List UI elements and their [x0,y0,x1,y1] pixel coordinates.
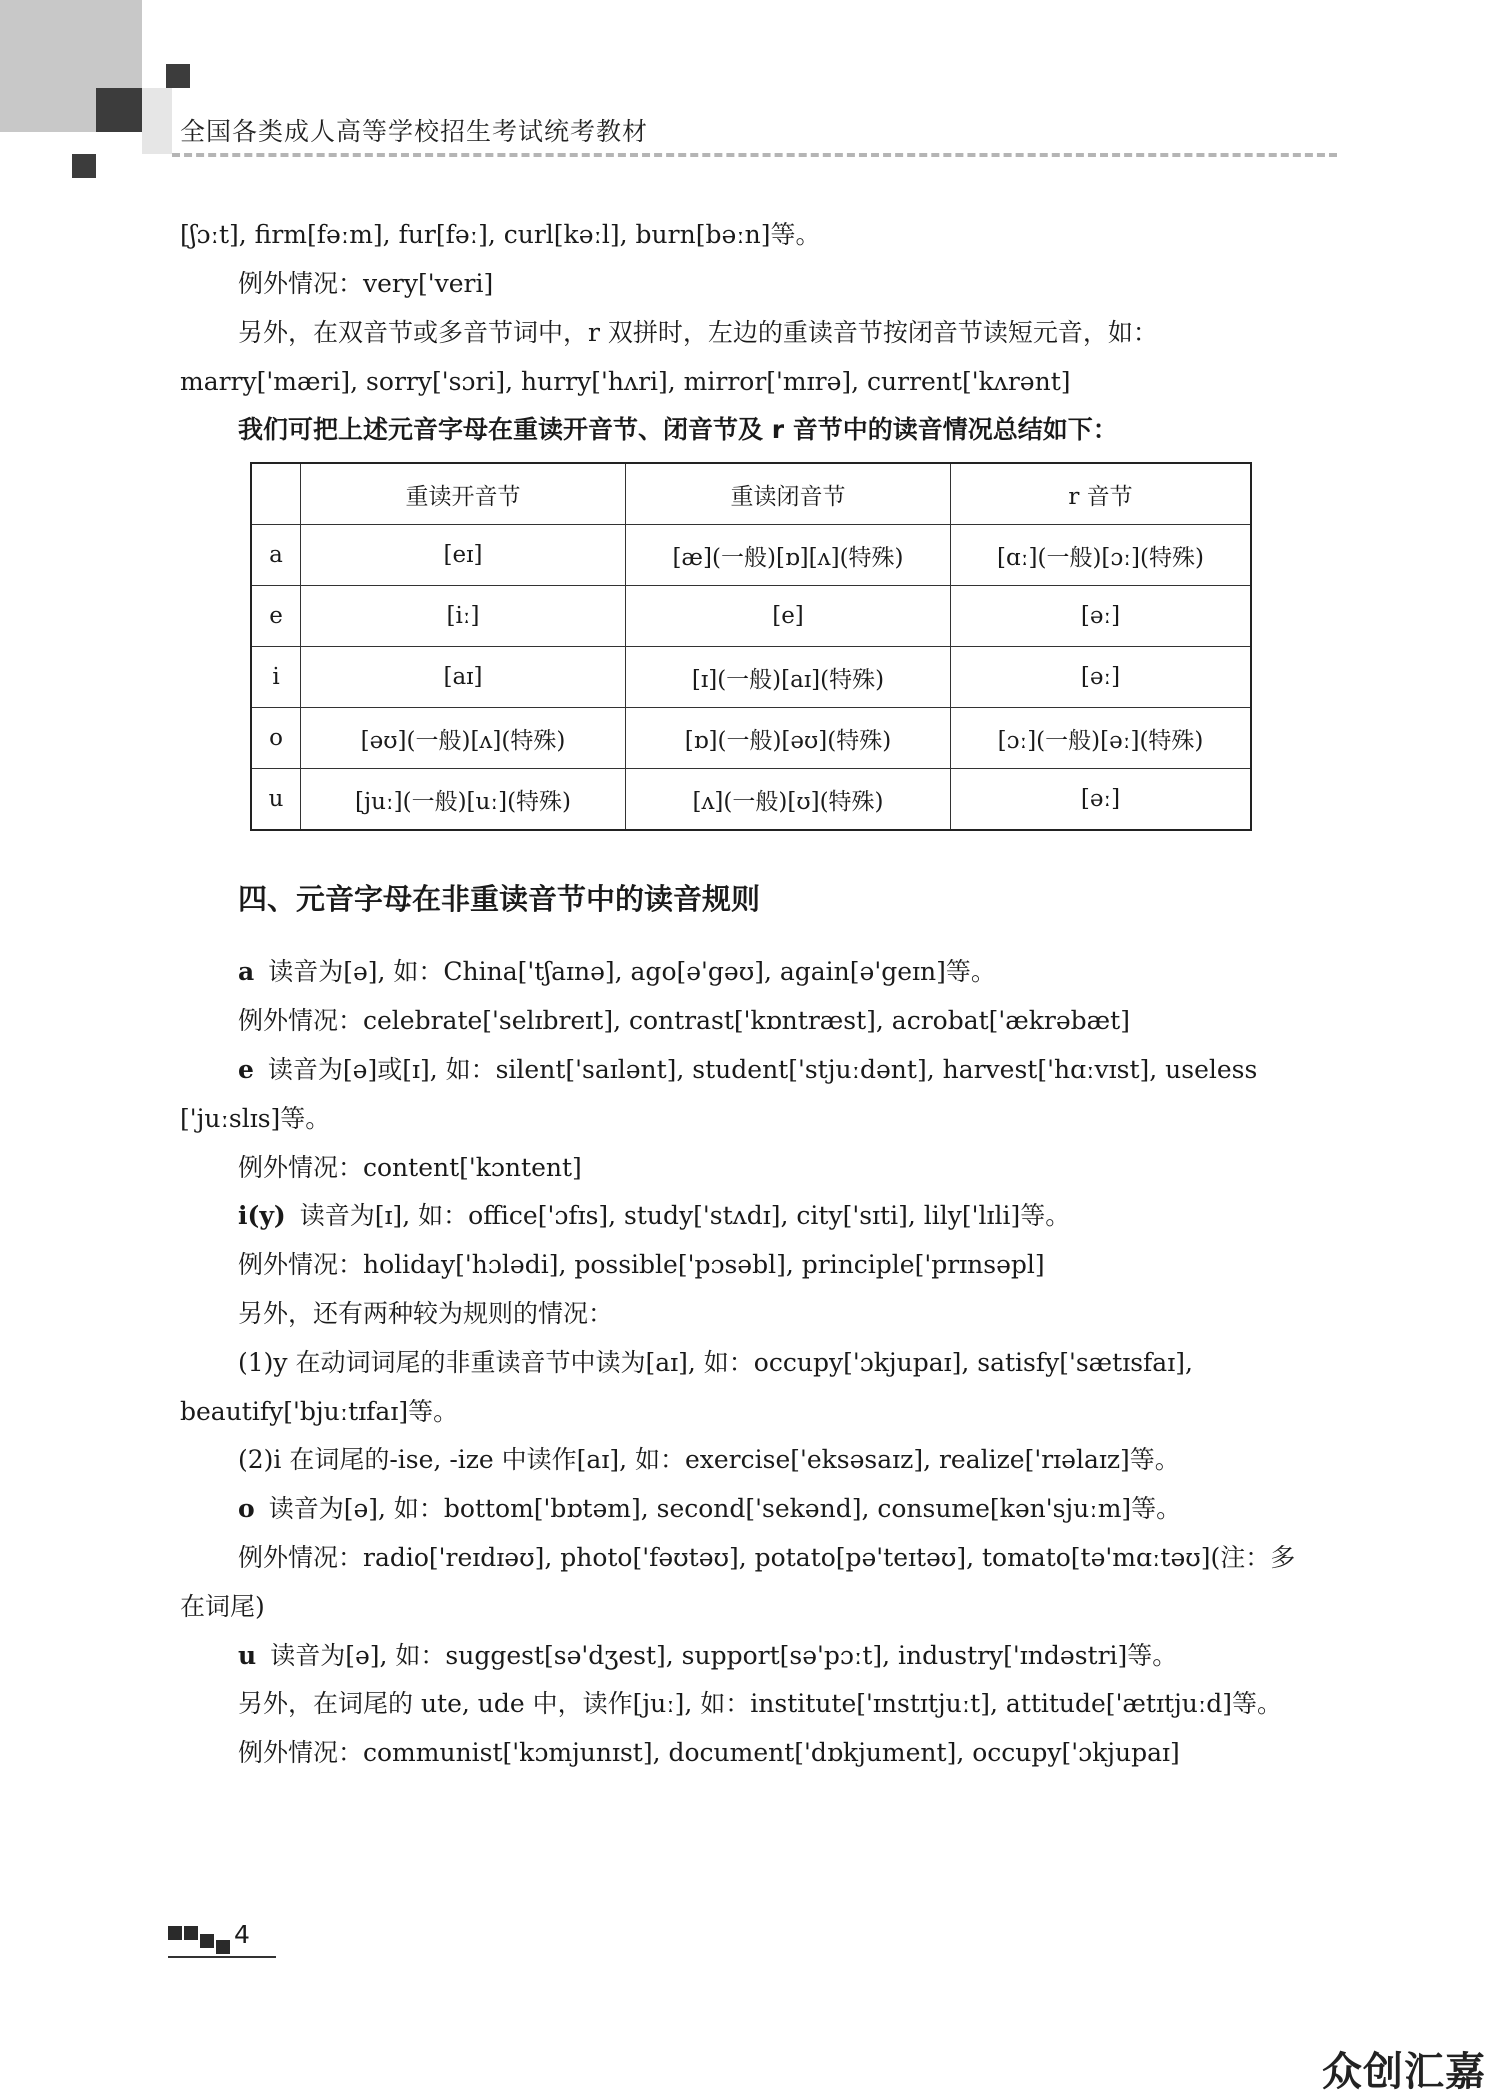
footer-decoration-block [184,1926,198,1940]
header-decoration-strip [142,88,172,154]
exception-line: 例外情况：celebrate['selɪbreɪt], contrast['kɒntræst], acrobat['ækrəbæt] [238,1006,1130,1035]
table-cell: [ʌ](一般)[ʊ](特殊) [626,769,951,831]
table-cell: [e] [626,586,951,647]
table-header-cell: r 音节 [951,463,1252,525]
table-cell: [əː] [951,647,1252,708]
header-decoration-block [72,154,96,178]
text-line: 另外，在词尾的 ute, ude 中，读作[juː], 如：institute['ɪnstɪtjuːt], attitude['ætɪtjuːd]等。 [238,1689,1283,1718]
table-cell-letter: a [251,525,301,586]
watermark: 众创汇嘉 [1322,2049,1486,2095]
table-cell-letter: u [251,769,301,831]
table-header-row [251,463,1251,525]
table-cell: [ɪ](一般)[aɪ](特殊) [626,647,951,708]
letter-key: i(y) [238,1201,286,1230]
table-header-cell: 重读开音节 [301,463,626,525]
header-decoration-block [96,88,142,132]
text-line: 另外，在双音节或多音节词中，r 双拼时，左边的重读音节按闭音节读短元音，如： [238,318,1158,347]
text-line: marry['mæri], sorry['sɔri], hurry['hʌri], mirror['mɪrə], current['kʌrənt] [180,367,1071,396]
table-cell: [juː](一般)[uː](特殊) [301,769,626,831]
rule-text: 读音为[ɪ], 如：office['ɔfɪs], study['stʌdɪ], city['sɪti], lily['lɪli]等。 [299,1201,1071,1230]
letter-key: e [238,1055,254,1084]
exception-line: 例外情况：content['kɔntent] [238,1153,582,1182]
table-cell-letter: e [251,586,301,647]
exception-line: 例外情况：radio['reɪdɪəʊ], photo['fəʊtəʊ], potato[pə'teɪtəʊ], tomato[tə'mɑːtəʊ](注：多 [238,1543,1296,1572]
rule-text: 读音为[ə], 如：China['tʃaɪnə], ago[ə'gəʊ], again[ə'geɪn]等。 [268,957,996,986]
text-line: 在词尾) [180,1592,265,1621]
letter-key: a [238,957,255,986]
rule-u [238,1639,1378,1673]
exception-line: 例外情况：very['veri] [238,269,494,298]
footer-decoration-block [200,1934,214,1948]
rule-text: 读音为[ə]或[ɪ], 如：silent['saɪlənt], student['stjuːdənt], harvest['hɑːvɪst], useless [267,1055,1258,1084]
rule-text: 读音为[ə], 如：suggest[sə'dʒest], support[sə'pɔːt], industry['ɪndəstri]等。 [270,1641,1178,1670]
text-line: [ʃɔːt], firm[fəːm], fur[fəː], curl[kəːl], burn[bəːn]等。 [180,220,821,249]
text-line: beautify['bjuːtɪfaɪ]等。 [180,1397,459,1426]
table-cell: [ɔː](一般)[əː](特殊) [951,708,1252,769]
table-cell: [aɪ] [301,647,626,708]
header-title: 全国各类成人高等学校招生考试统考教材 [180,117,649,146]
summary-line: 我们可把上述元音字母在重读开音节、闭音节及 r 音节中的读音情况总结如下： [238,415,1118,444]
table-row [251,769,1251,831]
table-cell: [əː] [951,769,1252,831]
table-cell-letter: i [251,647,301,708]
table-cell: [ɑː](一般)[ɔː](特殊) [951,525,1252,586]
table-row [251,525,1251,586]
rule-e [238,1053,1378,1087]
text-line: (1)y 在动词词尾的非重读音节中读为[aɪ], 如：occupy['ɔkjupaɪ], satisfy['sætɪsfaɪ], [238,1348,1193,1377]
letter-key: o [238,1494,255,1523]
header-decoration-block [166,64,190,88]
table-header-cell [251,463,301,525]
footer-decoration-block [216,1940,230,1954]
table-cell-letter: o [251,708,301,769]
exception-line: 例外情况：holiday['hɔlədi], possible['pɔsəbl], principle['prɪnsəpl] [238,1250,1045,1279]
footer-decoration-block [168,1926,182,1940]
text-line: ['juːslɪs]等。 [180,1104,331,1133]
rule-o [238,1492,1378,1526]
table-cell: [əʊ](一般)[ʌ](特殊) [301,708,626,769]
rule-text: 读音为[ə], 如：bottom['bɒtəm], second['sekənd], consume[kən'sjuːm]等。 [268,1494,1182,1523]
vowel-table [250,462,1252,831]
table-cell: [əː] [951,586,1252,647]
text-line: (2)i 在词尾的-ise, -ize 中读作[aɪ], 如：exercise['eksəsaɪz], realize['rɪəlaɪz]等。 [238,1445,1180,1474]
letter-key: u [238,1641,257,1670]
header-rule [172,153,1337,157]
table-row [251,708,1251,769]
table-cell: [iː] [301,586,626,647]
rule-i [238,1199,1378,1233]
exception-line: 例外情况：communist['kɔmjunɪst], document['dɒkjument], occupy['ɔkjupaɪ] [238,1738,1180,1767]
table-header-cell: 重读闭音节 [626,463,951,525]
page-rule [168,1956,276,1958]
table-cell: [ɒ](一般)[əʊ](特殊) [626,708,951,769]
text-line: 另外，还有两种较为规则的情况： [238,1299,614,1328]
table-cell: [æ](一般)[ɒ][ʌ](特殊) [626,525,951,586]
table-row [251,647,1251,708]
page-number: 4 [234,1920,250,1949]
rule-a [238,955,1378,989]
section-title: 四、元音字母在非重读音节中的读音规则 [238,882,761,916]
table-cell: [eɪ] [301,525,626,586]
table-row [251,586,1251,647]
